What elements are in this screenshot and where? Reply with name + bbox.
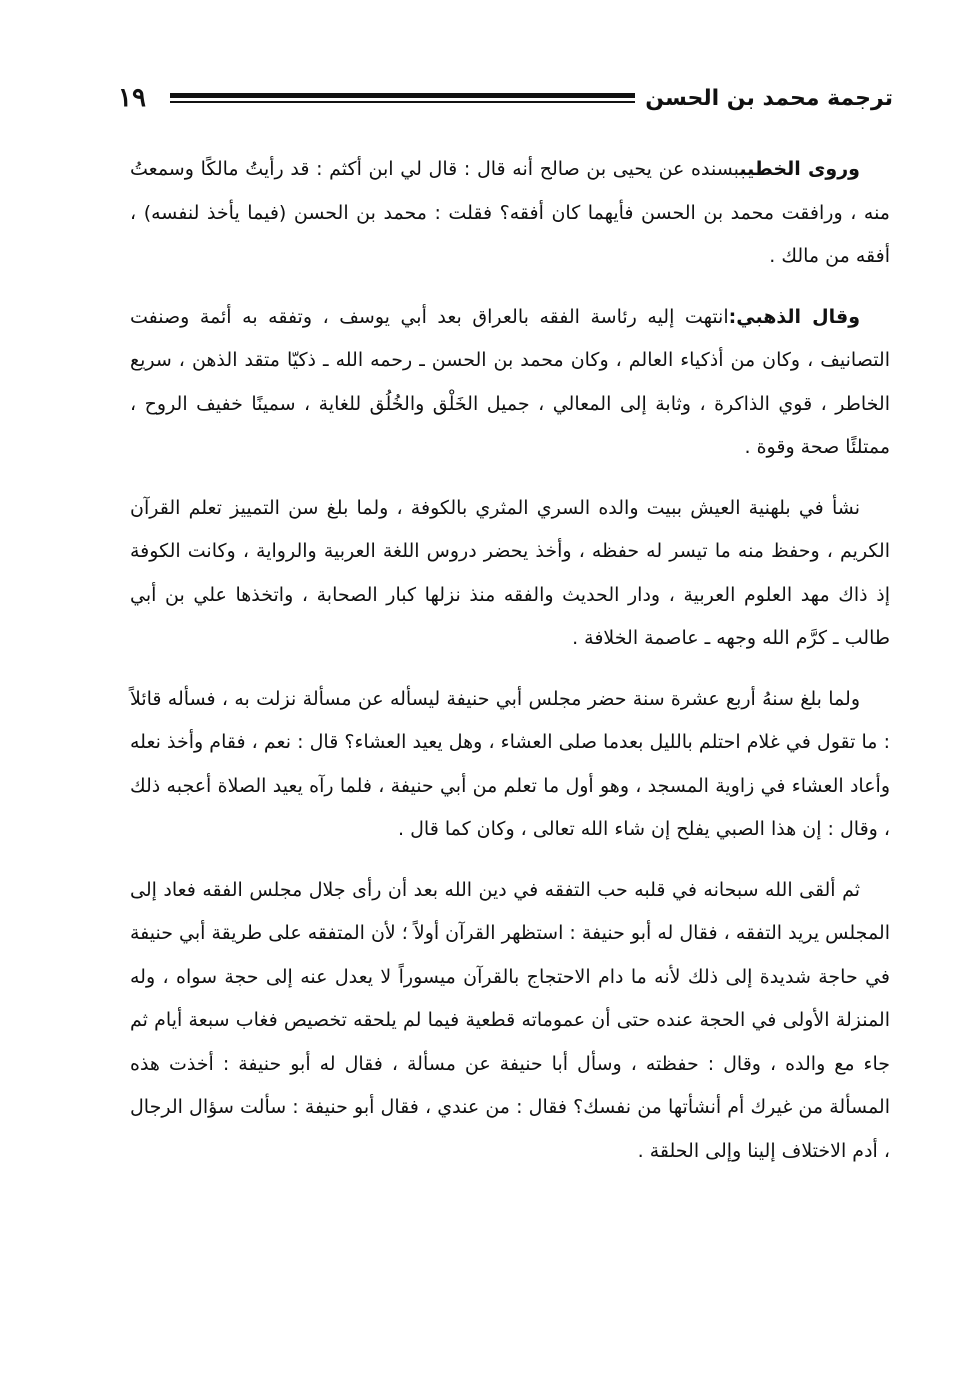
paragraph-text: نشأ في بلهنية العيش ببيت والده السري المثري بالكوفة ، ولما بلغ سن التمييز تعلم القرآن الكريم ، وحفظ منه ما تيسر له حفظه ، وأخذ يحضر دروس اللغة العربية والرواية ، وكانت الكوفة إذ ذاك مهد العلوم العربية ، ودار الحديث والفقه منذ نزلها كبار الصحابة ، واتخذها علي بن أبي طالب ـ كرَّم الله وجهه ـ عاصمة الخلافة . xyxy=(130,496,890,649)
page-number: ١٩ xyxy=(118,83,146,113)
header-rule-thick xyxy=(170,93,635,98)
paragraph-text: انتهت إليه رئاسة الفقه بالعراق بعد أبي يوسف ، وتفقه به أئمة وصنفت التصانيف ، وكان من أذكياء العالم ، وكان محمد بن الحسن ـ رحمه الله ـ ذكيّا متقد الذهن ، سريع الخاطر ، قوي الذاكرة ، وثابة إلى المعالي ، جميل الخَلْق والخُلُق للغاية ، سمينًا خفيف الروح ، ممتلئًا صحة وقوة . xyxy=(130,305,890,458)
header-rule xyxy=(170,93,635,103)
body-text xyxy=(130,148,890,1190)
paragraph-text: بسنده عن يحيى بن صالح أنه قال : قال لي ابن أكثم : قد رأيتُ مالكًا وسمعتُ منه ، ورافقت محمد بن الحسن فأيهما كان أفقه؟ فقلت : محمد بن الحسن (فيما يأخذ لنفسه) ، أفقه من مالك . xyxy=(130,158,890,267)
paragraph-3 xyxy=(130,487,890,661)
paragraph-5 xyxy=(130,869,890,1174)
paragraph-text: ثم ألقى الله سبحانه في قلبه حب التفقه في دين الله بعد أن رأى جلال مجلس الفقه فعاد إلى المجلس يريد التفقه ، فقال له أبو حنيفة : استظهر القرآن أولاً ؛ لأن المتفقه على طريقة أبي حنيفة في حاجة شديدة إلى ذلك لأنه ما دام الاحتجاج بالقرآن ميسوراً لا يعدل عنه إلى حجة سواه ، وله المنزلة الأولى في الحجة عنده حتى أن عموماته قطعية فيما لم يلحقه تخصيص فغاب سبعة أيام ثم جاء مع والده ، وقال : حفظته ، وسأل أبا حنيفة عن مسألة ، فقال له أبو حنيفة : أخذت هذه المسألة من غيرك أم أنشأتها من نفسك؟ فقال : من عندي ، فقال أبو حنيفة : سألت سؤال الرجال ، أدم الاختلاف إلينا وإلى الحلقة . xyxy=(129,878,890,1162)
running-title: ترجمة محمد بن الحسن xyxy=(645,85,893,111)
paragraph-lead: وروى الخطيب xyxy=(739,158,860,180)
paragraph-2 xyxy=(130,296,890,470)
header-rule-thin xyxy=(170,101,635,103)
paragraph-1 xyxy=(130,148,890,279)
paragraph-lead: وقال الذهبي: xyxy=(728,305,861,328)
page-header xyxy=(118,78,893,118)
paragraph-4 xyxy=(130,678,890,852)
paragraph-text: ولما بلغ سنهُ أربع عشرة سنة حضر مجلس أبي حنيفة ليسأله عن مسألة نزلت به ، فسأله قائلاً : ما تقول في غلام احتلم بالليل بعدما صلى العشاء ، وهل يعيد العشاء؟ قال : نعم ، فقام وأخذ نعله وأعاد العشاء في زاوية المسجد ، وهو أول ما تعلم من أبي حنيفة ، فلما رآه يعيد الصلاة أعجبه ذلك ، وقال : إن هذا الصبي يفلح إن شاء الله تعالى ، وكان كما قال . xyxy=(130,687,890,840)
